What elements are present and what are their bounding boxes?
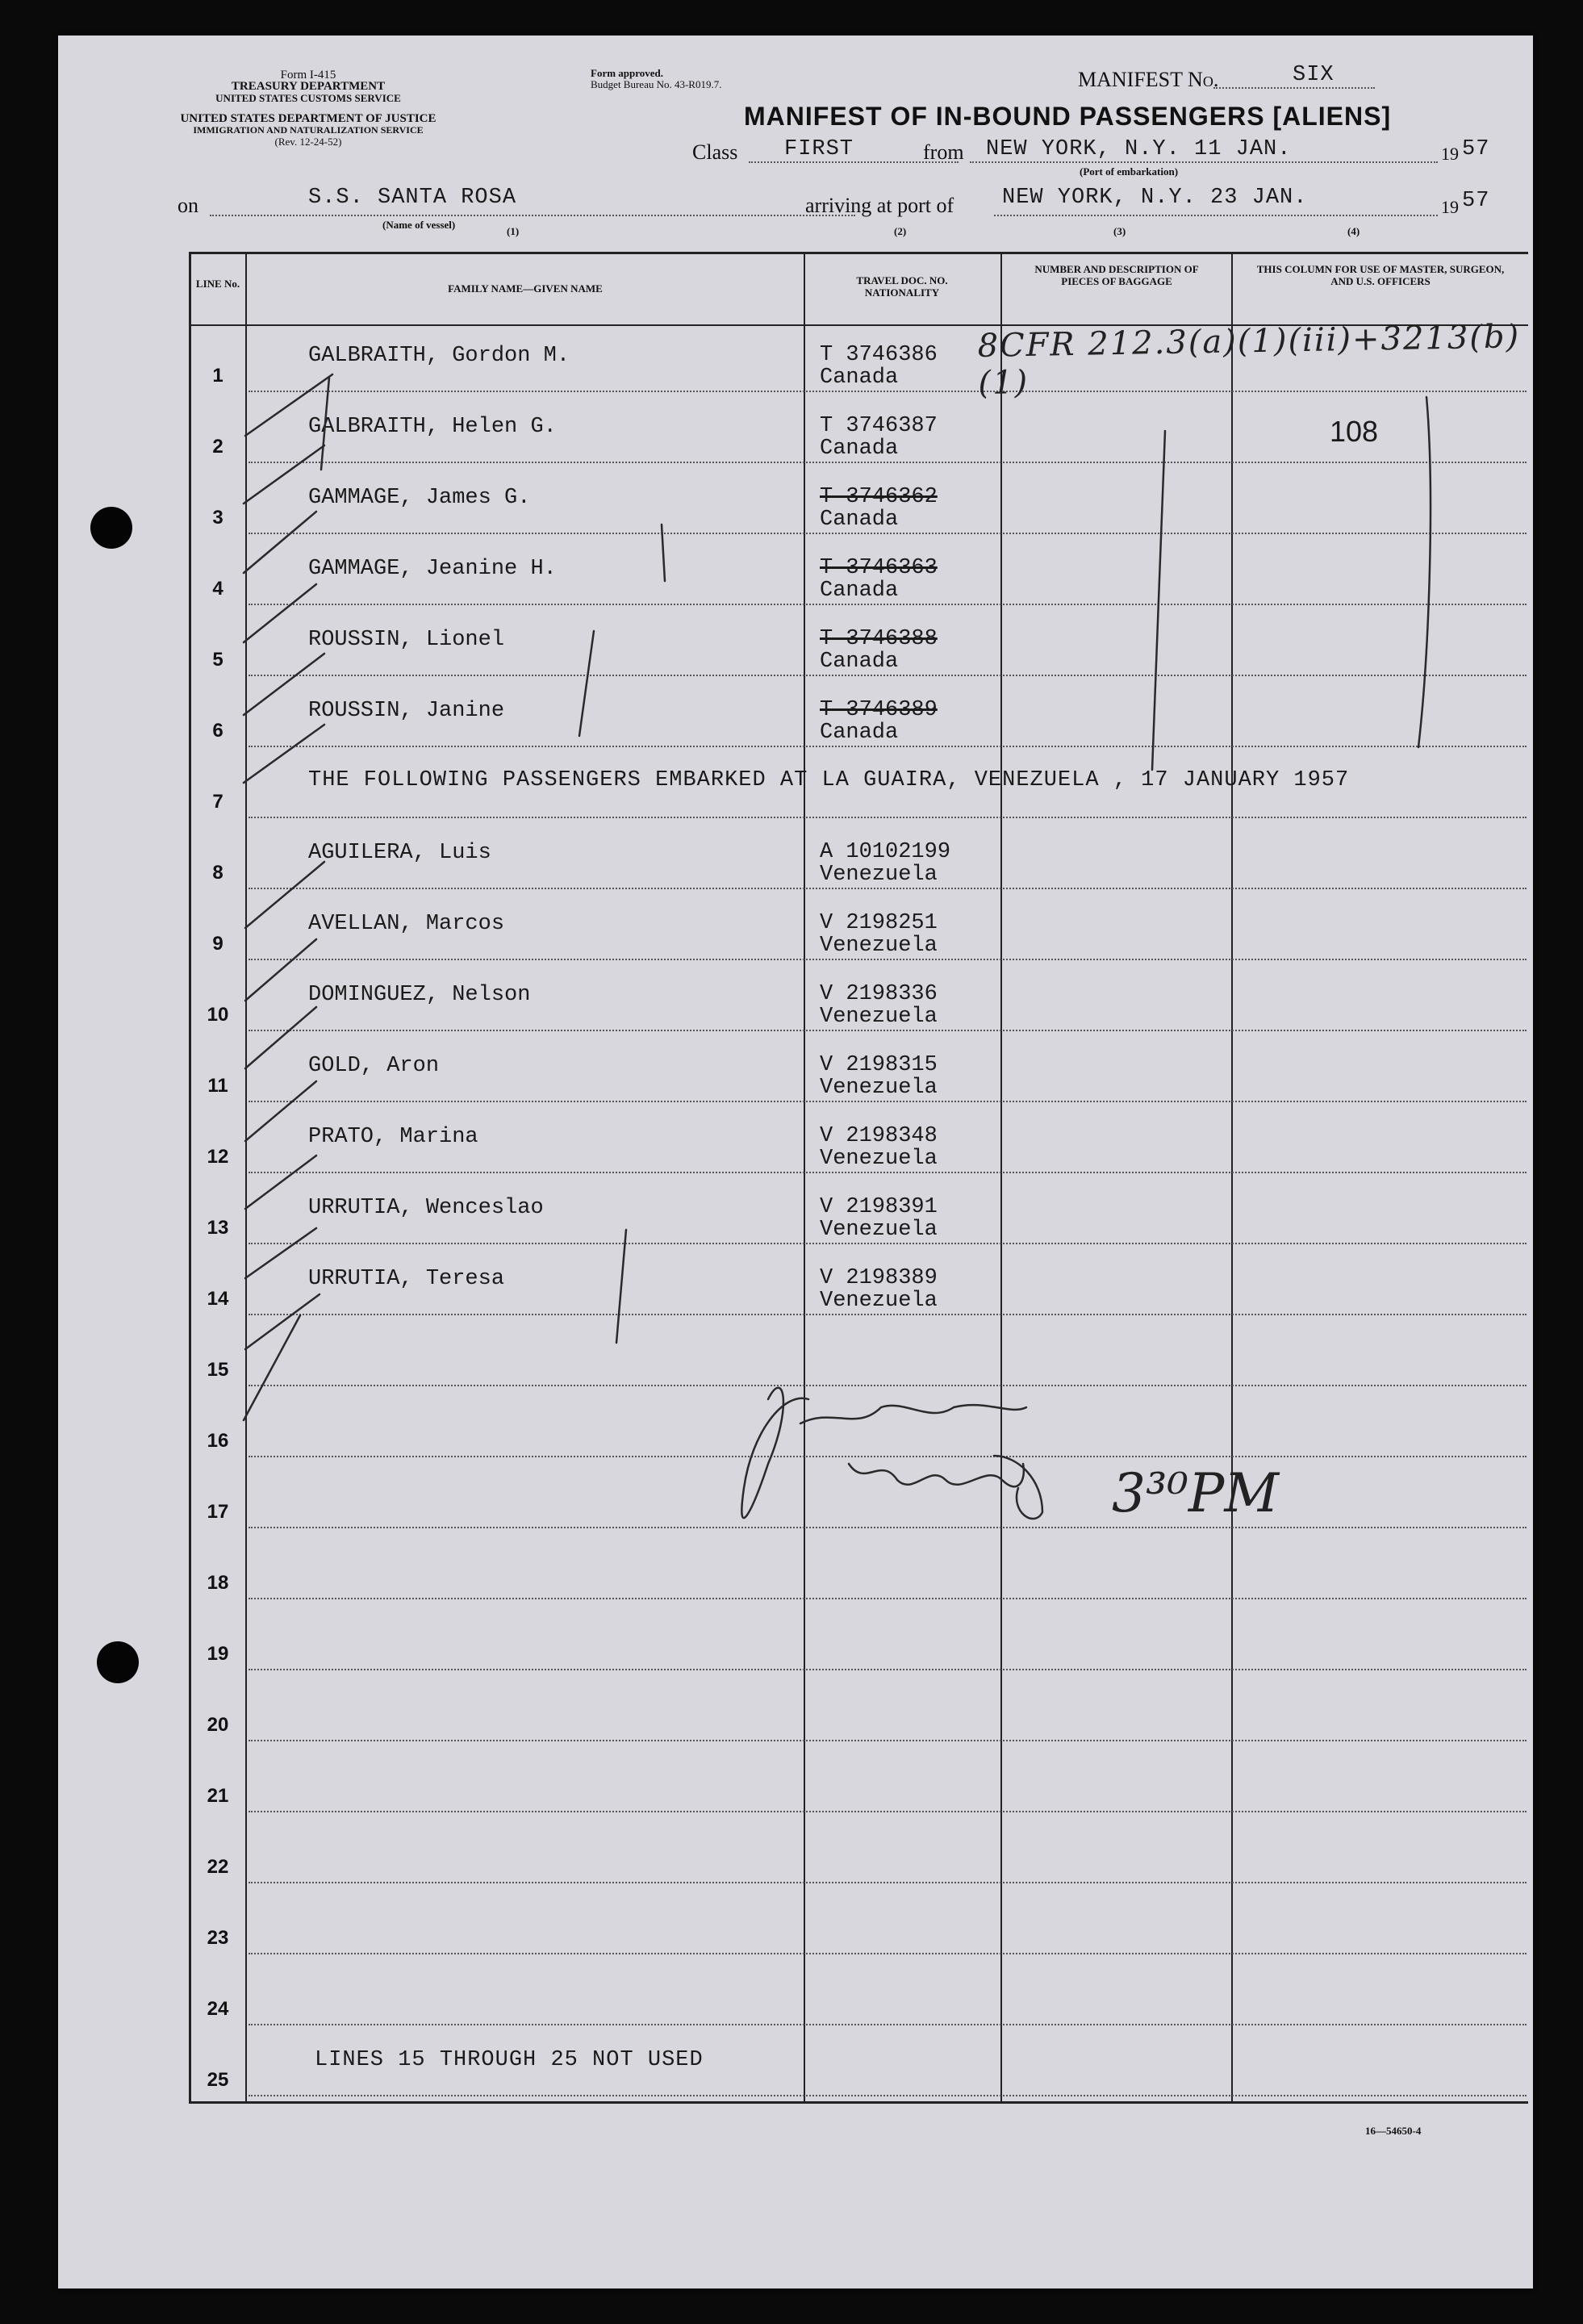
form-number: Form I-415	[280, 69, 336, 82]
year-label: 19	[1441, 144, 1459, 164]
handwritten-marks	[58, 36, 1533, 2288]
passenger-name: AGUILERA, Luis	[308, 841, 491, 865]
regulation-annotation: 8CFR 212.3(a)(1)(iii)+3213(b)(1)	[977, 318, 1521, 402]
vessel-caption: (Name of vessel)	[382, 219, 456, 231]
class-value: FIRST	[784, 137, 854, 161]
manifest-page	[58, 36, 1533, 2288]
travel-doc-number: T 3746389	[820, 698, 938, 722]
col-header-doc: TRAVEL DOC. NO. NATIONALITY	[856, 274, 948, 299]
manifest-no-label: MANIFEST No.	[1078, 68, 1219, 91]
arriving-label: arriving at port of	[805, 194, 954, 217]
from-label: from	[923, 140, 964, 164]
revision: (Rev. 12-24-52)	[274, 136, 342, 148]
line-number: 12	[207, 1146, 229, 1168]
nationality: Canada	[820, 508, 899, 532]
line-number: 2	[212, 436, 223, 458]
passenger-name: URRUTIA, Wenceslao	[308, 1196, 544, 1220]
passenger-name: GOLD, Aron	[308, 1054, 440, 1078]
travel-doc-number: V 2198251	[820, 911, 938, 935]
from-year: 57	[1462, 137, 1490, 161]
port-embark-caption: (Port of embarkation)	[1080, 165, 1179, 178]
col1-caption: (1)	[507, 225, 520, 237]
travel-doc-number: T 3746387	[820, 414, 938, 438]
col2-caption: (2)	[894, 225, 907, 237]
line-number: 5	[212, 649, 223, 671]
line-number: 22	[207, 1856, 229, 1878]
nationality: Canada	[820, 437, 899, 461]
travel-doc-number: V 2198315	[820, 1053, 938, 1077]
travel-doc-number: A 10102199	[820, 840, 951, 864]
line-number: 17	[207, 1501, 229, 1523]
travel-doc-number: T 3746386	[820, 343, 938, 367]
nationality: Canada	[820, 579, 899, 603]
customs-service: UNITED STATES CUSTOMS SERVICE	[215, 92, 401, 104]
unused-note: LINES 15 THROUGH 25 NOT USED	[315, 2048, 704, 2072]
passenger-name: GAMMAGE, James G.	[308, 486, 531, 510]
justice-dept: UNITED STATES DEPARTMENT OF JUSTICE	[180, 112, 436, 125]
manifest-no-value: SIX	[1293, 63, 1334, 87]
line-number: 9	[212, 933, 223, 955]
line-number: 10	[207, 1004, 229, 1026]
passenger-name: PRATO, Marina	[308, 1125, 478, 1149]
col3-caption: (3)	[1113, 225, 1126, 237]
travel-doc-number: T 3746363	[820, 556, 938, 580]
line-number: 11	[207, 1075, 228, 1097]
line-number: 21	[207, 1785, 229, 1807]
passenger-name: ROUSSIN, Lionel	[308, 628, 505, 652]
time-annotation: 3³⁰PM	[1112, 1462, 1279, 1524]
col-header-line: LINE No.	[195, 278, 240, 290]
form-approved: Form approved.	[591, 67, 664, 79]
nationality: Venezuela	[820, 1289, 938, 1313]
arriving-year: 57	[1462, 189, 1490, 213]
treasury-dept: TREASURY DEPARTMENT	[231, 80, 386, 93]
nationality: Canada	[820, 721, 899, 745]
embark-note: THE FOLLOWING PASSENGERS EMBARKED AT LA GUAIRA, VENEZUELA , 17 JANUARY 1957	[308, 768, 1350, 792]
line-number: 16	[207, 1430, 229, 1452]
line-number: 1	[212, 365, 223, 387]
line-number: 13	[207, 1217, 229, 1239]
travel-doc-number: V 2198391	[820, 1195, 938, 1219]
nationality: Venezuela	[820, 1005, 938, 1029]
line-number: 19	[207, 1643, 229, 1665]
line-number: 14	[207, 1288, 229, 1310]
line-number: 7	[212, 791, 223, 813]
nationality: Canada	[820, 650, 899, 674]
footer-code: 16—54650-4	[1365, 2125, 1422, 2137]
passenger-name: GALBRAITH, Gordon M.	[308, 344, 570, 368]
passenger-name: AVELLAN, Marcos	[308, 912, 505, 936]
class-label: Class	[692, 140, 738, 164]
line-number: 6	[212, 720, 223, 742]
ins-service: IMMIGRATION AND NATURALIZATION SERVICE	[193, 124, 424, 136]
nationality: Venezuela	[820, 863, 938, 887]
passenger-name: DOMINGUEZ, Nelson	[308, 983, 531, 1007]
nationality: Venezuela	[820, 934, 938, 958]
travel-doc-number: V 2198389	[820, 1266, 938, 1290]
passenger-name: GAMMAGE, Jeanine H.	[308, 557, 557, 581]
line-number: 20	[207, 1714, 229, 1736]
number-annotation: 108	[1330, 415, 1379, 448]
travel-doc-number: V 2198336	[820, 982, 938, 1006]
col-header-name: FAMILY NAME—GIVEN NAME	[448, 282, 603, 295]
col4-caption: (4)	[1347, 225, 1360, 237]
line-number: 3	[212, 507, 223, 529]
line-number: 23	[207, 1927, 229, 1949]
line-number: 18	[207, 1572, 229, 1594]
line-number: 25	[207, 2069, 229, 2091]
line-number: 15	[207, 1359, 229, 1381]
vessel-name: S.S. SANTA ROSA	[308, 186, 517, 210]
nationality: Venezuela	[820, 1218, 938, 1242]
col-header-officers: THIS COLUMN FOR USE OF MASTER, SURGEON, AND U.S. OFFICERS	[1256, 263, 1505, 287]
nationality: Canada	[820, 366, 899, 390]
travel-doc-number: T 3746362	[820, 485, 938, 509]
arriving-value: NEW YORK, N.Y. 23 JAN.	[1002, 186, 1308, 210]
nationality: Venezuela	[820, 1076, 938, 1100]
line-number: 8	[212, 862, 223, 884]
year-label-2: 19	[1441, 197, 1459, 217]
on-label: on	[178, 194, 198, 217]
travel-doc-number: T 3746388	[820, 627, 938, 651]
col-header-baggage: NUMBER AND DESCRIPTION OF PIECES OF BAGGAGE	[1034, 263, 1199, 287]
passenger-name: ROUSSIN, Janine	[308, 699, 505, 723]
passenger-name: URRUTIA, Teresa	[308, 1267, 505, 1291]
budget-bureau: Budget Bureau No. 43-R019.7.	[591, 78, 722, 90]
line-number: 4	[212, 578, 223, 600]
from-value: NEW YORK, N.Y. 11 JAN.	[986, 137, 1292, 161]
passenger-name: GALBRAITH, Helen G.	[308, 415, 557, 439]
manifest-title: MANIFEST OF IN-BOUND PASSENGERS [ALIENS]	[744, 102, 1392, 131]
travel-doc-number: V 2198348	[820, 1124, 938, 1148]
line-number: 24	[207, 1998, 229, 2020]
nationality: Venezuela	[820, 1147, 938, 1171]
